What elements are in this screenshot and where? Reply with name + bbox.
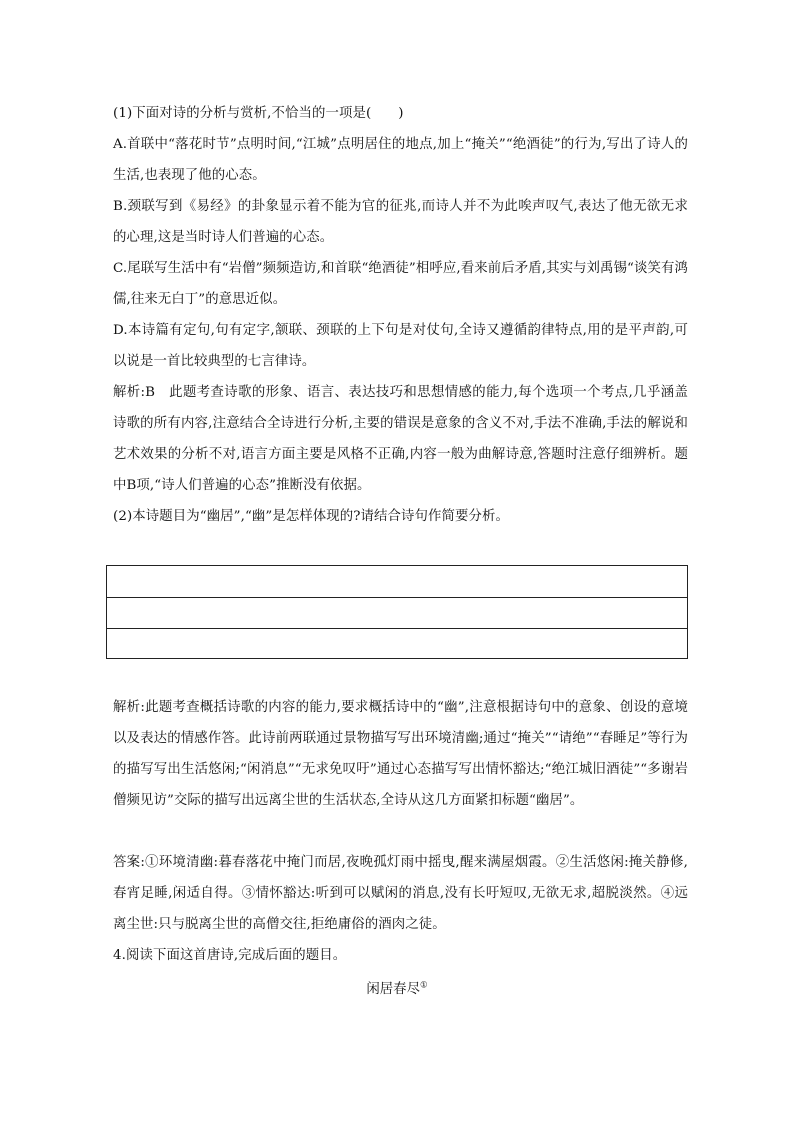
question-1-analysis: 解析:B 此题考查诗歌的形象、语言、表达技巧和思想情感的能力,每个选项一个考点,几乎涵盖诗歌的所有内容,注意结合全诗进行分析,主要的错误是意象的含义不对,手法不准确,手法的解说和艺术效果的分析不对,语言方面主要是风格不正确,内容一般为曲解诗意,答题时注意仔细辨析。题中B项,“诗人们普遍的心态”推断没有依据。 [113, 385, 688, 493]
option-d: D.本诗篇有定句,句有定字,颔联、颈联的上下句是对仗句,全诗又遵循韵律特点,用的是平声韵,可以说是一首比较典型的七言律诗。 [113, 323, 688, 369]
question-2-analysis: 解析:此题考查概括诗歌的内容的能力,要求概括诗中的“幽”,注意根据诗句中的意象、创设的意境以及表达的情感作答。此诗前两联通过景物描写写出环境清幽;通过“掩关”“请绝”“春睡足”等行为的描写写出生活悠闲;“闲消息”“无求免叹吁”通过心态描写写出情怀豁达;“绝江城旧酒徒”“多谢岩僧频见访”交际的描写出远离尘世的生活状态,全诗从这几方面紧扣标题“幽居”。 [113, 700, 688, 808]
option-c: C.尾联写生活中有“岩僧”频频造访,和首联“绝酒徒”相呼应,看来前后矛盾,其实与刘禹锡“谈笑有鸿儒,往来无白丁”的意思近似。 [113, 261, 688, 307]
poem-title: 闲居春尽 [366, 982, 420, 997]
option-b: B.颈联写到《易经》的卦象显示着不能为官的征兆,而诗人并不为此唉声叹气,表达了他无欲无求的心理,这是当时诗人们普遍的心态。 [113, 199, 688, 245]
option-a: A.首联中“落花时节”点明时间,“江城”点明居住的地点,加上“掩关”“绝酒徒”的行为,写出了诗人的生活,也表现了他的心态。 [113, 137, 688, 183]
footnote-mark: ① [419, 980, 428, 991]
question-2-answer: 答案:①环境清幽:暮春落花中掩门而居,夜晚孤灯雨中摇曳,醒来满屋烟霞。②生活悠闲:掩关静修,春宵足睡,闲适自得。③情怀豁达:听到可以赋闲的消息,没有长吁短叹,无欲无求,超脱淡然。④远离尘世:只与脱离尘世的高僧交往,拒绝庸俗的酒肉之徒。 [113, 855, 688, 932]
answer-lines-box [106, 565, 688, 659]
question-1-stem: (1)下面对诗的分析与赏析,不恰当的一项是( ) [113, 106, 404, 121]
poem-title-line [0, 974, 794, 1005]
question-2-stem: (2)本诗题目为“幽居”,“幽”是怎样体现的?请结合诗句作简要分析。 [113, 509, 509, 524]
answer-line [107, 597, 687, 598]
question-4-stem: 4.阅读下面这首唐诗,完成后面的题目。 [113, 948, 347, 963]
answer-line [107, 628, 687, 629]
